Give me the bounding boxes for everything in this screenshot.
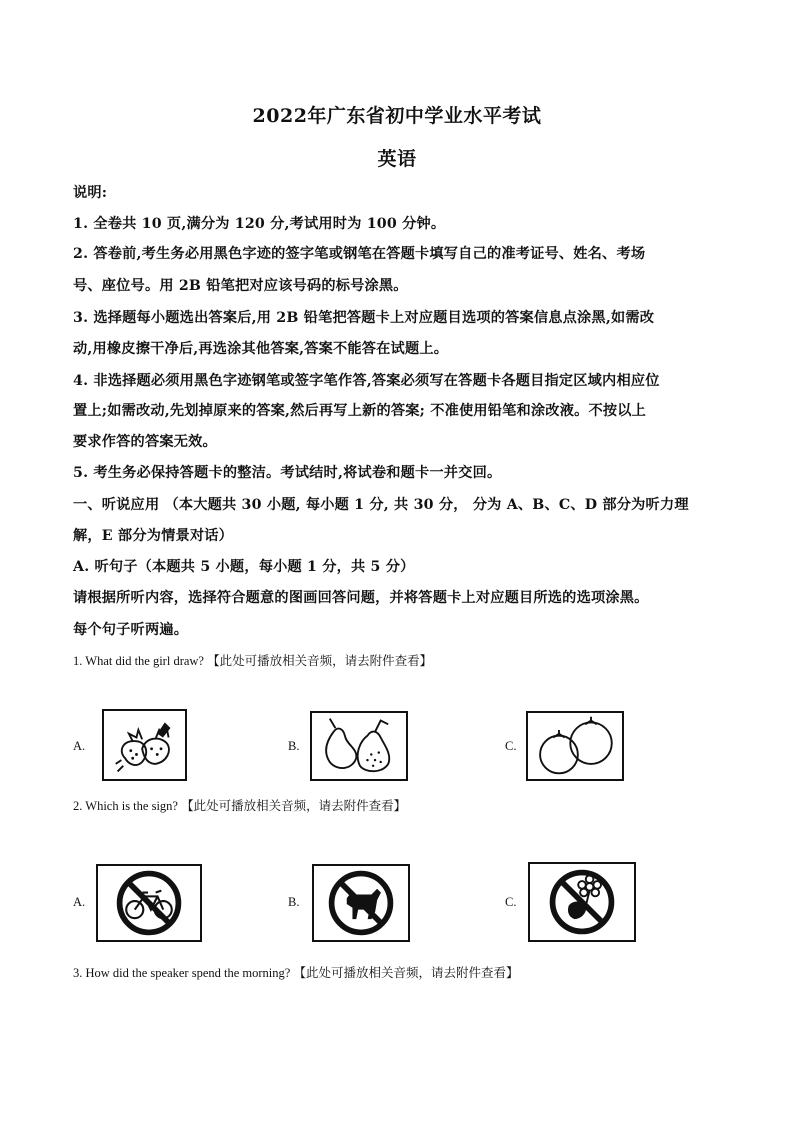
section-heading-cont: 解，E 部分为情景对话）: [73, 528, 234, 544]
audio-note[interactable]: 【此处可播放相关音频，请去附件查看】: [293, 965, 519, 980]
no-bicycle-sign-icon[interactable]: [96, 864, 202, 942]
exam-title: 2022年广东省初中学业水平考试: [252, 105, 542, 127]
question-3: [73, 963, 518, 981]
question-text: 1. What did the girl draw?: [73, 654, 208, 668]
instruction-line: 5. 考生务必保持答题卡的整洁。考试结时,将试卷和题卡一并交回。: [73, 465, 502, 481]
option-label[interactable]: C.: [505, 739, 517, 753]
tomatoes-icon[interactable]: [526, 711, 624, 781]
pears-icon[interactable]: [310, 711, 408, 781]
exam-subject: 英语: [377, 148, 417, 170]
question-2: [73, 796, 406, 814]
question-1: [73, 651, 432, 669]
instruction-line: 3. 选择题每小题选出答案后,用 2B 铅笔把答题卡上对应题目选项的答案信息点涂黑,如需改: [73, 310, 655, 326]
section-heading: 一、听说应用 （本大题共 30 小题, 每小题 1 分, 共 30 分， 分为 A、B、C、D 部分为听力理: [73, 497, 689, 513]
instruction-line: 动,用橡皮擦干净后,再选涂其他答案,答案不能答在试题上。: [73, 341, 449, 357]
option-label[interactable]: C.: [505, 895, 517, 909]
part-a-heading: A. 听句子（本题共 5 小题，每小题 1 分，共 5 分）: [73, 559, 415, 575]
instruction-line: 4. 非选择题必须用黑色字迹钢笔或签字笔作答,答案必须写在答题卡各题目指定区域内相应位: [73, 373, 660, 389]
instruction-line: 2. 答卷前,考生务必用黑色字迹的签字笔或钢笔在答题卡填写自己的准考证号、姓名、考场: [73, 246, 646, 262]
instruction-line: 要求作答的答案无效。: [73, 434, 217, 450]
option-label[interactable]: B.: [288, 739, 300, 753]
instructions-heading: 说明:: [73, 185, 108, 201]
strawberries-icon[interactable]: [102, 709, 187, 781]
option-label[interactable]: B.: [288, 895, 300, 909]
option-label[interactable]: A.: [73, 739, 86, 753]
audio-note[interactable]: 【此处可播放相关音频，请去附件查看】: [181, 798, 407, 813]
no-dogs-sign-icon[interactable]: [312, 864, 410, 942]
instruction-line: 号、座位号。用 2B 铅笔把对应该号码的标号涂黑。: [73, 278, 408, 294]
instruction-line: 1. 全卷共 10 页,满分为 120 分,考试用时为 100 分钟。: [73, 216, 446, 232]
question-text: 3. How did the speaker spend the morning?: [73, 966, 294, 980]
question-text: 2. Which is the sign?: [73, 799, 182, 813]
audio-note[interactable]: 【此处可播放相关音频，请去附件查看】: [207, 653, 433, 668]
option-label[interactable]: A.: [73, 895, 86, 909]
part-a-direction: 请根据所听内容，选择符合题意的图画回答问题，并将答题卡上对应题目所选的选项涂黑。: [73, 590, 649, 606]
part-a-direction: 每个句子听两遍。: [73, 622, 189, 638]
no-picking-flowers-sign-icon[interactable]: [528, 862, 636, 942]
instruction-line: 置上;如需改动,先划掉原来的答案,然后再写上新的答案; 不准使用铅笔和涂改液。不按以上: [73, 403, 647, 419]
